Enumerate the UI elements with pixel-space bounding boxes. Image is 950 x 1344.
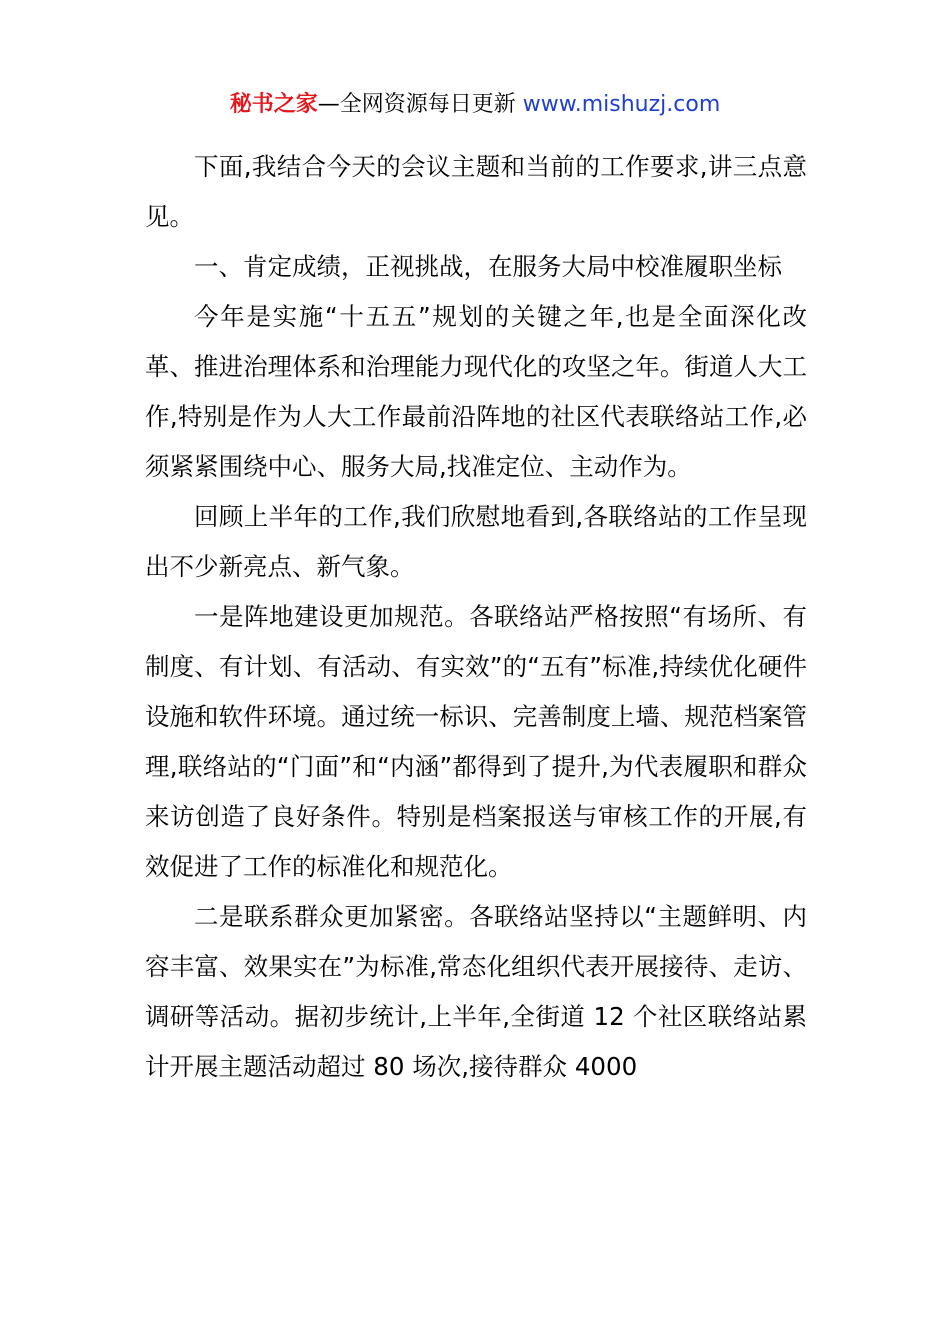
section-heading-1: 一、肯定成绩，正视挑战，在服务大局中校准履职坐标: [194, 252, 782, 281]
paragraph-point-1: 一是阵地建设更加规范。各联络站严格按照“有场所、有制度、有计划、有活动、有实效”的“五有”标准,持续优化硬件设施和软件环境。通过统一标识、完善制度上墙、规范档案管理,联络站的“门面”和“内涵”都得到了提升,为代表履职和群众来访创造了良好条件。特别是档案报送与审核工作的开展,有效促进了工作的标准化和规范化。: [145, 602, 807, 881]
site-header: [0, 88, 950, 122]
document-body: [145, 142, 807, 1092]
header-subtitle: —全网资源每日更新: [317, 92, 523, 117]
paragraph-context: 今年是实施“十五五”规划的关键之年,也是全面深化改革、推进治理体系和治理能力现代化的攻坚之年。街道人大工作,特别是作为人大工作最前沿阵地的社区代表联络站工作,必须紧紧围绕中心、服务大局,找准定位、主动作为。: [145, 302, 807, 481]
paragraph-point-2: 二是联系群众更加紧密。各联络站坚持以“主题鲜明、内容丰富、效果实在”为标准,常态化组织代表开展接待、走访、调研等活动。据初步统计,上半年,全街道 12 个社区联络站累计开展主题活动超过 80 场次,接待群众 4000: [145, 902, 807, 1081]
paragraph-intro: 下面,我结合今天的会议主题和当前的工作要求,讲三点意见。: [145, 152, 807, 231]
site-url-link[interactable]: www.mishuzj.com: [522, 92, 721, 117]
brand-name: 秘书之家: [229, 92, 318, 117]
paragraph-review: 回顾上半年的工作,我们欣慰地看到,各联络站的工作呈现出不少新亮点、新气象。: [145, 502, 807, 581]
